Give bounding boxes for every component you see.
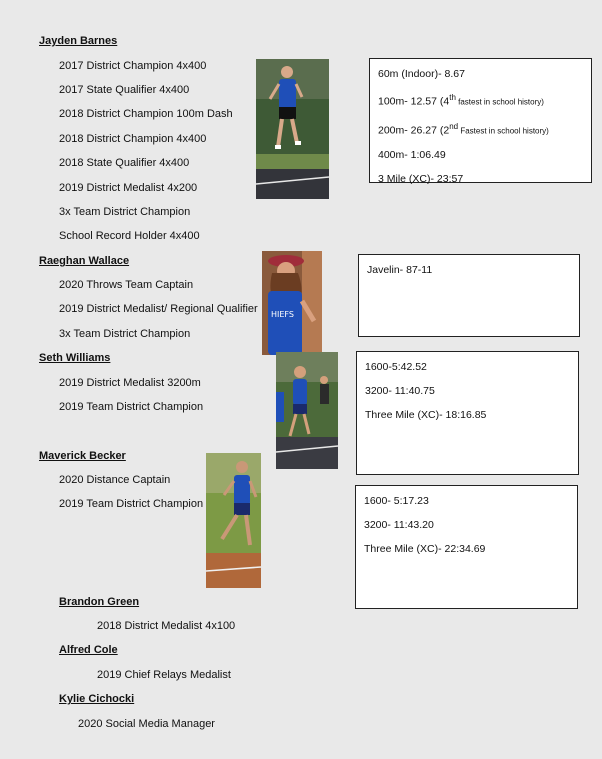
achievement-item: 2018 State Qualifier 4x400 <box>59 157 190 169</box>
achievement-item: School Record Holder 4x400 <box>59 230 200 242</box>
stat-line <box>378 148 583 162</box>
athlete-name-brandon: Brandon Green <box>59 596 140 608</box>
athlete-name-seth: Seth Williams <box>39 352 111 364</box>
stat-note: fastest in school history) <box>455 97 544 107</box>
stat-line <box>378 120 583 139</box>
achievement-item: 2019 District Medalist/ Regional Qualifier <box>59 303 258 315</box>
stat-line <box>364 518 569 532</box>
athlete-name-alfred: Alfred Cole <box>59 644 118 656</box>
athlete-photo-jayden <box>256 59 329 199</box>
stat-line <box>364 494 569 508</box>
athlete-name-raeghan: Raeghan Wallace <box>39 255 130 267</box>
stat-text: 3200- 11:43.20 <box>364 519 434 531</box>
achievement-item: 2018 District Medalist 4x100 <box>97 620 236 632</box>
stat-text: 400m- 1:06.49 <box>378 149 446 161</box>
stat-line <box>365 384 570 398</box>
achievement-item: 2017 State Qualifier 4x400 <box>59 84 190 96</box>
achievement-item: 2018 District Champion 100m Dash <box>59 108 233 120</box>
stat-text: 3 Mile (XC)- 23:57 <box>378 173 464 185</box>
stat-line <box>367 263 571 277</box>
stats-box-raeghan <box>358 254 580 337</box>
achievement-item: 2019 Chief Relays Medalist <box>97 669 231 681</box>
achievement-item: 2017 District Champion 4x400 <box>59 60 207 72</box>
stat-text: Javelin- 87-11 <box>367 264 433 276</box>
stat-text: 3200- 11:40.75 <box>365 385 435 397</box>
athlete-photo-seth <box>276 352 338 469</box>
athlete-name-kylie: Kylie Cichocki <box>59 693 135 705</box>
achievement-item: 2019 Team District Champion <box>59 401 204 413</box>
stat-line <box>365 360 570 374</box>
athlete-photo-maverick <box>206 453 261 588</box>
stat-line <box>364 542 569 556</box>
stat-superscript: th <box>449 93 456 102</box>
stat-line <box>378 172 583 186</box>
achievement-item: 2019 District Medalist 3200m <box>59 377 201 389</box>
stat-line <box>378 91 583 110</box>
stat-text: Three Mile (XC)- 22:34.69 <box>364 543 486 555</box>
achievement-item: 2019 District Medalist 4x200 <box>59 182 198 194</box>
svg-text:HIEFS: HIEFS <box>271 310 294 319</box>
stat-text: Three Mile (XC)- 18:16.85 <box>365 409 487 421</box>
stat-text: 1600-5:42.52 <box>365 361 427 373</box>
achievement-item: 3x Team District Champion <box>59 206 191 218</box>
stat-note: Fastest in school history) <box>458 126 549 135</box>
stat-text: 100m- 12.57 (4 <box>378 95 450 108</box>
achievement-item: 2018 District Champion 4x400 <box>59 133 207 145</box>
athlete-name-jayden: Jayden Barnes <box>39 35 118 47</box>
achievement-item: 2019 Team District Champion <box>59 498 204 510</box>
athlete-photo-raeghan <box>262 251 322 355</box>
stats-box-seth <box>356 351 579 475</box>
athlete-name-maverick: Maverick Becker <box>39 450 126 462</box>
achievement-item: 2020 Social Media Manager <box>78 718 215 730</box>
achievement-item: 2020 Throws Team Captain <box>59 279 194 291</box>
achievement-item: 2020 Distance Captain <box>59 474 171 486</box>
achievement-item: 3x Team District Champion <box>59 328 191 340</box>
stat-text: 200m- 26.27 (2 <box>378 124 450 136</box>
stats-box-jayden <box>369 58 592 183</box>
stat-line <box>365 408 570 422</box>
stat-text: 60m (Indoor)- 8.67 <box>378 68 465 80</box>
stat-text: 1600- 5:17.23 <box>364 495 429 507</box>
stat-line <box>378 67 583 81</box>
stats-box-maverick <box>355 485 578 609</box>
stat-superscript: nd <box>449 121 459 131</box>
